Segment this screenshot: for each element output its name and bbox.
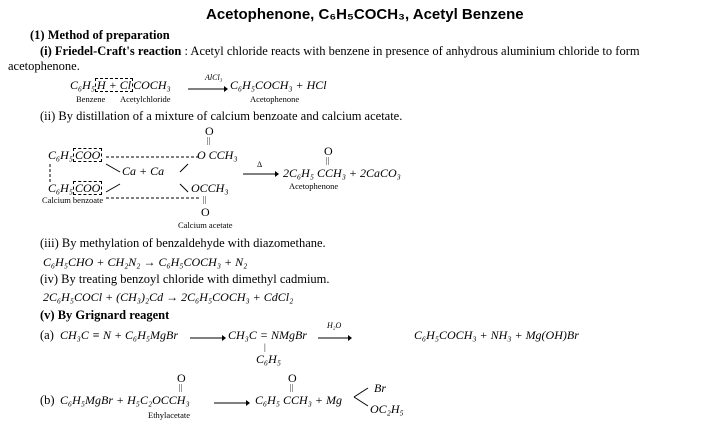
eq1-cl: Cl <box>119 78 132 92</box>
eq5a-left: CH₃C ≡ N + C₆H₅MgBr <box>60 328 179 342</box>
eq5b-arrow-icon <box>214 399 250 407</box>
section-heading-benzoyl: (iv) By treating benzoyl chloride with dimethyl cadmium. <box>40 272 330 286</box>
eq5b-bond1: || <box>179 383 183 392</box>
eq5a-product: C₆H₅COCH₃ + NH₃ + Mg(OH)Br <box>414 328 579 342</box>
eq1-catalyst: AlCl₃ <box>205 73 223 82</box>
eq5b-left: C₆H₅MgBr + H₅C₂OCCH₃ <box>60 393 190 407</box>
eq2-product-o: O <box>324 144 333 158</box>
eq2-label-product: Acetophenone <box>289 181 339 191</box>
eq2-bottom-right: OCCH₃ <box>191 181 229 195</box>
eq2-bond-top: || <box>207 136 211 145</box>
eq2-product-bond: || <box>326 156 330 165</box>
friedel-craft-text-2: acetophenone. <box>8 59 80 73</box>
friedel-craft-text: : Acetyl chloride reacts with benzene in presence of anhydrous aluminium chloride to form <box>184 44 640 58</box>
eq1-right: COCH₃ <box>133 78 171 92</box>
eq2-bottom-coo: COO <box>75 181 101 195</box>
eq5b-oc2h5: OC₂H₅ <box>370 402 404 416</box>
eq2-heat: Δ <box>257 160 263 169</box>
section-heading-grignard: (v) By Grignard reagent <box>40 308 170 322</box>
eq2-top-coo: COO <box>75 148 101 162</box>
eq5b-label: (b) <box>40 393 55 407</box>
eq1-label-benzene: Benzene <box>76 94 106 104</box>
eq5a-sub: C₆H₅ <box>256 352 282 366</box>
eq2-bottom-left-ph: C₆H₅ <box>48 181 74 195</box>
section-heading-method: (1) Method of preparation <box>30 28 170 42</box>
eq2-o-top: O <box>205 124 214 138</box>
eq1-left: C₆H₅ <box>70 78 96 92</box>
eq1-label-product: Acetophenone <box>250 94 300 104</box>
eq2-top-left-ph: C₆H₅ <box>48 148 74 162</box>
eq1-product: C₆H₅COCH₃ + HCl <box>230 78 327 92</box>
eq5b-o1: O <box>177 371 186 385</box>
section-heading-methylation: (iii) By methylation of benzaldehyde with diazomethane. <box>40 236 326 250</box>
eq5a-reagent: H₂O <box>327 321 342 330</box>
eq1-h: H <box>97 78 106 92</box>
eq5a-bond: | <box>264 342 266 352</box>
eq2-dashed-connectors <box>40 150 230 210</box>
eq5b-label-ester: Ethylacetate <box>148 410 191 420</box>
eq2-product: 2C₆H₅ CCH₃ + 2CaCO₃ <box>283 166 401 180</box>
friedel-craft-line <box>40 44 640 59</box>
page-title: Acetophenone, C₆H₅COCH₃, Acetyl Benzene <box>206 6 524 23</box>
eq5b-product: C₆H₅ CCH₃ + Mg <box>255 393 342 407</box>
eq1-dashed-box <box>95 78 133 92</box>
eq2-bond-bottom: || <box>203 195 207 204</box>
section-heading-distillation: (ii) By distillation of a mixture of calcium benzoate and calcium acetate. <box>40 109 403 123</box>
eq2-arrow-icon <box>243 170 279 178</box>
eq1-plus: + <box>108 78 117 92</box>
friedel-craft-label: (i) Friedel-Craft's reaction <box>40 44 182 58</box>
eq2-o-bottom: O <box>201 205 210 219</box>
eq5a-label: (a) <box>40 328 54 342</box>
eq5a-middle: CH₃C = NMgBr <box>228 328 307 342</box>
eq5b-bond2: || <box>290 383 294 392</box>
eq3-equation: C₆H₅CHO + CH₂N₂ → C₆H₅COCH₃ + N₂ <box>43 255 248 269</box>
eq1-arrow-icon <box>188 85 228 93</box>
eq2-label-benzoate: Calcium benzoate <box>42 195 104 205</box>
eq2-top-right: O CCH₃ <box>197 148 238 162</box>
eq5b-o2: O <box>288 371 297 385</box>
eq5a-arrow-icon <box>190 334 226 342</box>
eq5b-branch-icon <box>354 386 370 408</box>
eq1-reactants <box>70 78 171 93</box>
eq2-label-acetate: Calcium acetate <box>178 220 233 230</box>
eq5b-br: Br <box>374 381 386 395</box>
eq5a-arrow2-icon <box>318 334 352 342</box>
eq1-label-acetyl: Acetylchloride <box>120 94 171 104</box>
eq4-equation: 2C₆H₅COCl + (CH₃)₂Cd → 2C₆H₅COCH₃ + CdCl₂ <box>43 290 294 304</box>
eq2-ca: Ca + Ca <box>122 164 165 178</box>
